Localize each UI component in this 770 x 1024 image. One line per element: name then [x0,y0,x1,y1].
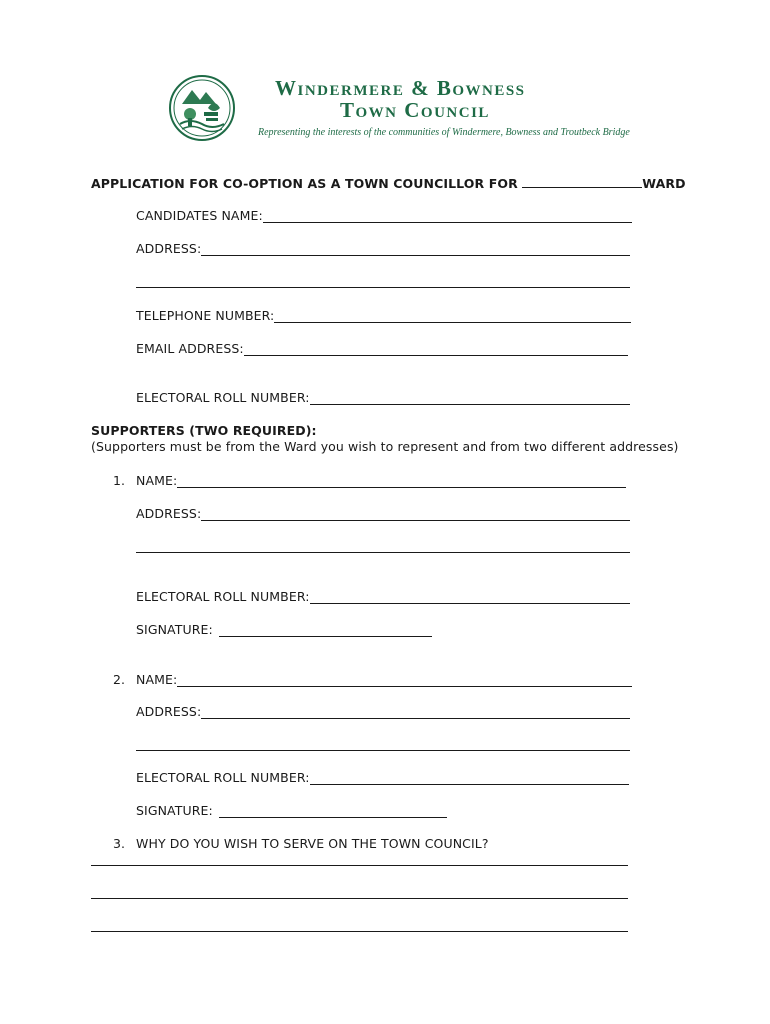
candidate-name-label: CANDIDATES NAME: [136,208,263,223]
q3-answer-line-2[interactable] [91,898,628,899]
candidate-electoral-label: ELECTORAL ROLL NUMBER: [136,390,310,405]
candidate-address-field[interactable] [201,243,630,256]
candidate-name-field[interactable] [263,210,632,223]
ward-field[interactable] [522,175,642,188]
supporter-1-electoral-field[interactable] [310,591,630,604]
supporter-1-signature-field[interactable] [219,624,432,637]
candidate-email-label: EMAIL ADDRESS: [136,341,244,356]
candidate-email-row [136,341,628,356]
candidate-electoral-field[interactable] [310,392,630,405]
supporter-1-address-field[interactable] [201,508,630,521]
supporter-1-address-label: ADDRESS: [136,506,202,521]
supporter-2-address-line2[interactable] [136,750,630,751]
supporter-1-name-label: NAME: [136,473,178,488]
candidate-address-row [136,241,630,256]
supporter-1-electoral-label: ELECTORAL ROLL NUMBER: [136,589,310,604]
supporter-2-signature-label: SIGNATURE: [136,803,213,818]
candidate-address-line2[interactable] [136,287,630,288]
supporter-1-electoral-row [136,589,630,604]
candidate-telephone-label: TELEPHONE NUMBER: [136,308,275,323]
supporter-2-electoral-label: ELECTORAL ROLL NUMBER: [136,770,310,785]
q3-text: WHY DO YOU WISH TO SERVE ON THE TOWN COUNCIL? [136,836,489,851]
supporter-1-name-field[interactable] [177,475,626,488]
supporters-note: (Supporters must be from the Ward you wish to represent and from two different addresses) [91,439,679,454]
candidate-address-label: ADDRESS: [136,241,202,256]
org-tagline: Representing the interests of the communities of Windermere, Bowness and Troutbeck Bridge [258,127,630,138]
supporter-2-name-label: NAME: [136,672,178,687]
council-logo [168,74,236,142]
candidate-email-field[interactable] [244,343,628,356]
supporter-2-name-row [136,672,632,687]
q3-answer-line-3[interactable] [91,931,628,932]
supporter-2-signature-row [136,803,447,818]
supporter-1-address-row [136,506,630,521]
title-suffix: WARD [642,176,686,191]
supporter-2-electoral-field[interactable] [310,772,629,785]
form-title [91,175,686,191]
supporter-2-address-row [136,704,630,719]
title-prefix: APPLICATION FOR CO-OPTION AS A TOWN COUNCILLOR FOR [91,176,518,191]
q3-answer-line-1[interactable] [91,865,628,866]
supporter-2-name-field[interactable] [177,674,632,687]
supporters-heading: SUPPORTERS (TWO REQUIRED): [91,423,317,438]
supporter-1-signature-row [136,622,432,637]
supporter-2-signature-field[interactable] [219,805,447,818]
supporter-2-number: 2. [113,672,126,687]
candidate-telephone-row [136,308,631,323]
candidate-name-row [136,208,632,223]
supporter-2-address-field[interactable] [201,706,630,719]
supporter-2-address-label: ADDRESS: [136,704,202,719]
supporter-1-signature-label: SIGNATURE: [136,622,213,637]
q3-number: 3. [113,836,126,851]
supporter-1-name-row [136,473,626,488]
org-name-line2: Town Council [340,98,490,122]
candidate-electoral-row [136,390,630,405]
supporter-1-number: 1. [113,473,126,488]
supporter-1-address-line2[interactable] [136,552,630,553]
supporter-2-electoral-row [136,770,629,785]
org-name-line1: Windermere & Bowness [275,76,526,100]
candidate-telephone-field[interactable] [274,310,631,323]
